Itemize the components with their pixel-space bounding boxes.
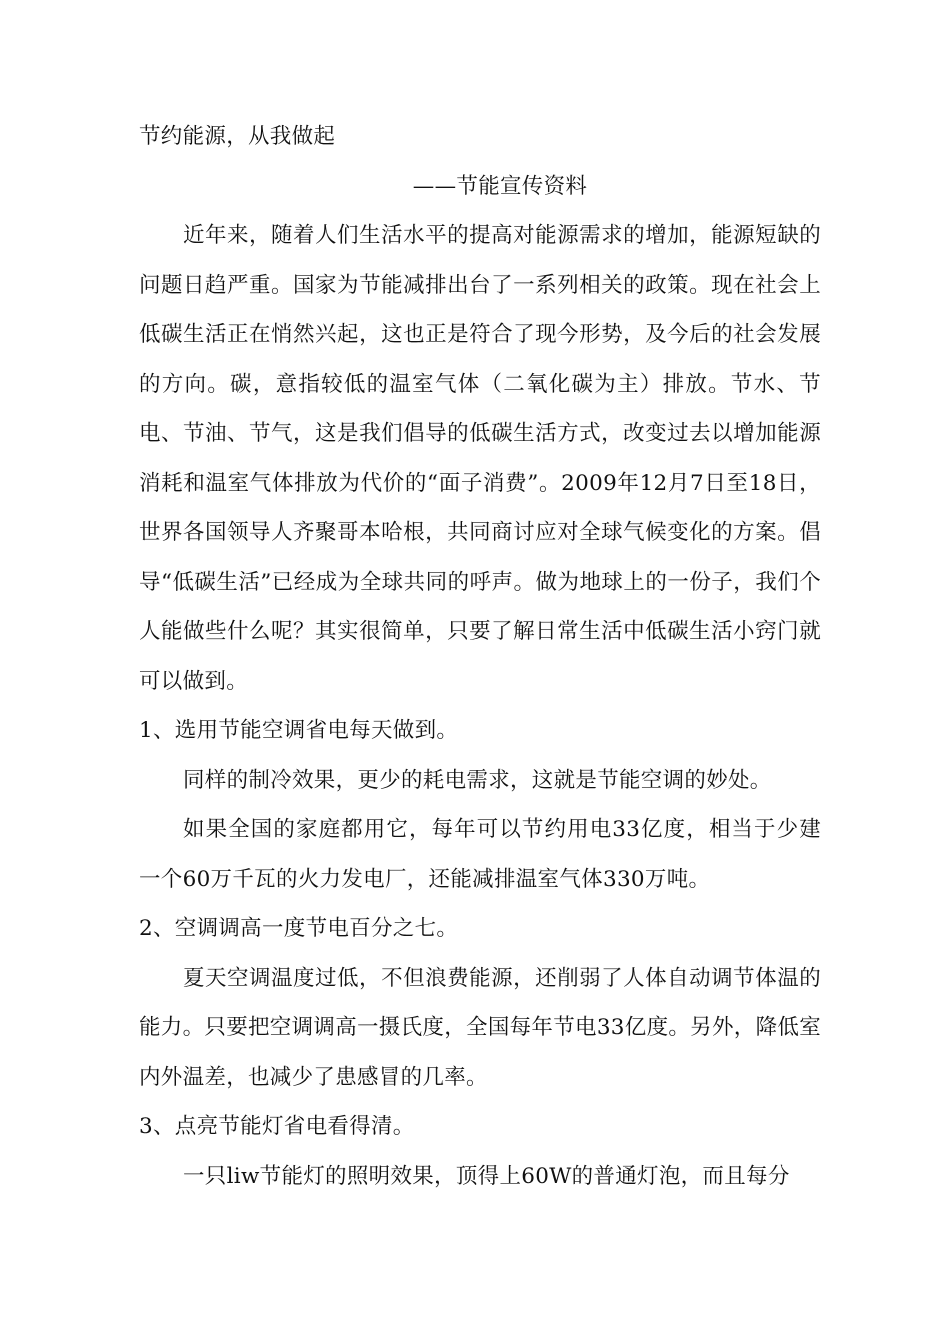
item2-heading: 2、空调调高一度节电百分之七。 xyxy=(139,916,459,941)
item1-paragraph-1: 同样的制冷效果，更少的耗电需求，这就是节能空调的妙处。 xyxy=(183,767,772,793)
document-body xyxy=(139,112,821,1201)
document-title: 节约能源，从我做起 xyxy=(139,124,336,149)
document-subtitle: ——节能宣传资料 xyxy=(412,173,588,199)
item3-heading: 3、点亮节能灯省电看得清。 xyxy=(139,1114,415,1139)
item1-paragraph-2: 如果全国的家庭都用它，每年可以节约用电33亿度，相当于少建一个60万千瓦的火力发电厂，还能减排温室气体330万吨。 xyxy=(139,817,821,892)
item3-paragraph-1: 一只liw节能灯的照明效果，顶得上60W的普通灯泡，而且每分 xyxy=(183,1163,790,1189)
item2-paragraph-1: 夏天空调温度过低，不但浪费能源，还削弱了人体自动调节体温的能力。只要把空调调高一摄氏度，全国每年节电33亿度。另外，降低室内外温差，也减少了患感冒的几率。 xyxy=(139,965,821,1090)
intro-paragraph: 近年来，随着人们生活水平的提高对能源需求的增加，能源短缺的问题日趋严重。国家为节能减排出台了一系列相关的政策。现在社会上低碳生活正在悄然兴起，这也正是符合了现今形势，及今后的社会发展的方向。碳，意指较低的温室气体（二氧化碳为主）排放。节水、节电、节油、节气，这是我们倡导的低碳生活方式，改变过去以增加能源消耗和温室气体排放为代价的“面子消费”。2009年12月7日至18日，世界各国领导人齐聚哥本哈根，共同商讨应对全球气候变化的方案。倡导“低碳生活”已经成为全球共同的呼声。做为地球上的一份子，我们个人能做些什么呢？其实很简单，只要了解日常生活中低碳生活小窍门就可以做到。 xyxy=(139,223,821,694)
item1-heading: 1、选用节能空调省电每天做到。 xyxy=(139,718,459,743)
